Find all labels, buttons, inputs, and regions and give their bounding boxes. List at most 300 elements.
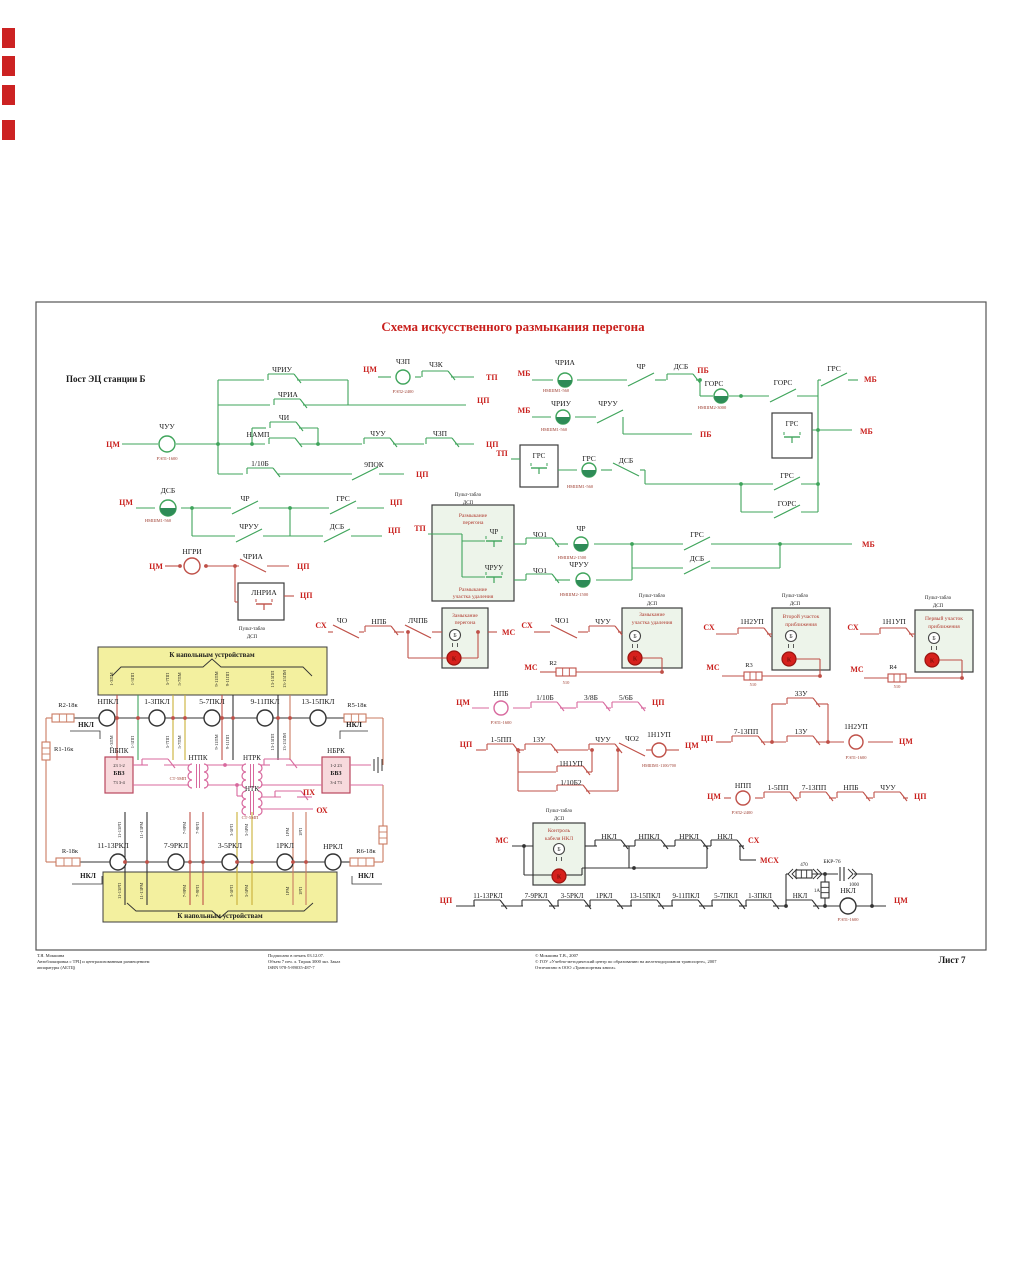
panel-box (2, 120, 15, 140)
schematic-label: 11-13РМ (139, 882, 144, 900)
schematic-label: 1-3ПМ (109, 735, 114, 749)
transformer-winding (204, 764, 208, 788)
schematic-label: 470 (800, 863, 808, 868)
junction (739, 482, 743, 486)
schematic-label: ЦМ (363, 365, 377, 374)
contact (333, 625, 359, 638)
schematic-label: 3-4 73 (330, 780, 342, 785)
schematic-label: ЦМ (685, 741, 699, 750)
junction (826, 740, 830, 744)
junction (784, 904, 788, 908)
schematic-label: СХ (521, 621, 533, 630)
schematic-label: ЧР (240, 494, 250, 503)
schematic-label: 1/10Б (251, 459, 269, 468)
schematic-label: ГРС (582, 454, 596, 463)
resistor (796, 870, 812, 878)
schematic-label: 13-15ПП (270, 670, 275, 688)
schematic-label: R2 (549, 660, 557, 667)
transformer-winding (188, 764, 192, 788)
schematic-label: НКЛ (346, 721, 362, 729)
schematic-label: ГРС (827, 364, 841, 373)
junction (870, 904, 874, 908)
contact (552, 538, 559, 547)
contact (821, 373, 847, 386)
schematic-label: 3/8Б (584, 693, 598, 702)
schematic-label: ГОРС (777, 499, 797, 508)
schematic-label: Т.Я. Мокшина (37, 953, 65, 958)
schematic-label: МБ (517, 406, 531, 415)
schematic-label: МС (524, 663, 538, 672)
schematic-label: ЦП (300, 591, 313, 600)
relay-coil (99, 710, 115, 726)
schematic-label: НМШМ1-560 (542, 388, 570, 393)
schematic-label: НБРК (327, 747, 345, 755)
schematic-label: ЧО2 (624, 734, 640, 743)
indicator-letter: К (556, 874, 562, 881)
schematic-label: ДСП (246, 635, 258, 640)
contact (906, 628, 913, 637)
schematic-label: НГРИ (182, 547, 202, 556)
contact (812, 900, 819, 909)
schematic-label: ЦП (652, 698, 665, 707)
schematic-label: НМШМ1-560 (566, 484, 594, 489)
schematic-label: НТК (245, 785, 259, 793)
schematic-label: 9ПОК (364, 460, 384, 469)
schematic-label: НПБ (843, 783, 859, 792)
schematic-label: НРКЛ (323, 842, 343, 851)
junction (739, 394, 743, 398)
junction (235, 783, 239, 787)
indicator-letter: Б (557, 847, 561, 854)
junction (476, 630, 480, 634)
schematic-label: 73 3-4 (113, 780, 125, 785)
schematic-label: РЭЛ1-1600 (837, 917, 859, 922)
contact (900, 792, 907, 801)
schematic-label: 5-7ПКЛ (199, 697, 225, 706)
contact (300, 399, 307, 408)
schematic-label: ЦМ (894, 896, 908, 905)
schematic-label: Схема искусственного размыкания перегона (381, 319, 645, 334)
schematic-label: ЦП (914, 792, 927, 801)
schematic-label: НМШМ1-560 (144, 518, 172, 523)
schematic-label: R1-16к (54, 746, 74, 753)
schematic-label: 11-13РП (117, 882, 122, 900)
contact (758, 736, 765, 745)
schematic-label: Пульт-табло (781, 594, 809, 599)
schematic-label: R5-18к (347, 702, 367, 709)
schematic-label: МБ (517, 369, 531, 378)
resistor (42, 742, 50, 760)
schematic-label: аппаратуры (АБТЦ) (37, 965, 76, 970)
schematic-label: 5/6Б (619, 693, 633, 702)
schematic-label: МБ (862, 540, 875, 549)
schematic-label: 13-15ПКЛ (629, 892, 661, 900)
schematic-label: Пульт-табло (545, 809, 573, 814)
schematic-label: РЭЛ2-2400 (731, 810, 753, 815)
contact (296, 422, 303, 431)
relay-coil-half (556, 417, 570, 424)
junction (698, 378, 702, 382)
schematic-label: перегона (462, 520, 484, 526)
junction (818, 674, 822, 678)
schematic-label: Второй участок (782, 614, 820, 620)
junction (816, 482, 820, 486)
indicator-letter: К (929, 658, 935, 665)
schematic-label: 3-5РМ (244, 884, 249, 898)
schematic-label: МС (850, 665, 864, 674)
panel-box (2, 28, 15, 48)
contact (273, 468, 280, 477)
schematic-label: 510 (749, 682, 757, 687)
schematic-label: ЦМ (119, 498, 133, 507)
junction (183, 716, 187, 720)
schematic-label: ДСБ (689, 554, 705, 563)
schematic-label: НМШМ2-3000 (697, 405, 727, 410)
contact (657, 900, 664, 909)
junction (231, 716, 235, 720)
relay-coil (149, 710, 165, 726)
schematic-label: ЧЗП (432, 429, 448, 438)
schematic-label: НАМП (246, 430, 270, 439)
schematic-label: К напольным устройствам (169, 651, 255, 659)
junction (201, 860, 205, 864)
junction (220, 716, 224, 720)
schematic-label: 1РП (298, 827, 303, 837)
junction (216, 442, 220, 446)
schematic-label: 5-7ПКЛ (714, 892, 738, 900)
transformer-winding (242, 791, 246, 815)
contact (548, 900, 555, 909)
contact (557, 702, 564, 711)
schematic-label: ГРС (690, 530, 704, 539)
schematic-label: ЧО1 (554, 616, 570, 625)
junction (233, 564, 237, 568)
schematic-label: 9-11ПМ (214, 734, 219, 750)
resistor (52, 714, 74, 722)
schematic-label: ЧРУУ (598, 399, 618, 408)
junction (816, 428, 820, 432)
contact (390, 438, 397, 447)
contact (826, 792, 833, 801)
schematic-label: ЧР (489, 528, 499, 536)
schematic-label: ТП (496, 449, 508, 458)
schematic-label: ЧРИУ (272, 365, 292, 374)
schematic-label: 1РКЛ (275, 841, 295, 850)
schematic-label: ДСП (932, 604, 944, 609)
contact (290, 759, 297, 768)
schematic-label: РЭЛ1-1600 (490, 720, 512, 725)
indicator-letter: Б (633, 634, 637, 641)
schematic-label: БВЗ (330, 771, 342, 777)
schematic-label: Объем 7 печ. л. Тираж 3000 экз. Заказ (268, 959, 341, 964)
junction (590, 748, 594, 752)
schematic-label: 7-9РП (195, 822, 200, 834)
schematic-label: 11-13РМ (139, 821, 144, 839)
relay-coil (736, 791, 750, 805)
schematic-label: 1РМ (285, 886, 290, 896)
schematic-label: 9-11ПКЛ (672, 892, 700, 900)
schematic-label: НКЛ (80, 872, 96, 880)
schematic-label: ЦП (477, 396, 490, 405)
schematic-label: 1Н2УП (844, 722, 868, 731)
schematic-label: ЧРИА (278, 390, 298, 399)
junction (660, 670, 664, 674)
contact (551, 625, 577, 638)
indicator-letter: Б (453, 633, 457, 640)
indicator-letter: К (786, 657, 792, 664)
contact (603, 702, 610, 711)
schematic-label: Первый участок (925, 616, 963, 622)
contact (552, 574, 559, 583)
schematic-label: перегона (454, 620, 476, 626)
relay-coil (204, 710, 220, 726)
schematic-label: 1Н2УП (740, 617, 764, 626)
schematic-label: ДСБ (329, 522, 345, 531)
contact (863, 792, 870, 801)
schematic-label: ISBN 978-5-89035-487-7 (268, 965, 315, 970)
junction (204, 564, 208, 568)
schematic-label: МС (706, 663, 720, 672)
schematic-label: приближения (785, 622, 817, 628)
schematic-label: 1-5ПП (490, 735, 512, 744)
schematic-label: 9-11ПМ (214, 671, 219, 687)
schematic-label: 5-7ПП (165, 735, 170, 749)
schematic-label: 23 1-2 (113, 763, 125, 768)
junction (136, 716, 140, 720)
schematic-label: РЭЛ1-1600 (156, 456, 178, 461)
schematic-label: участка удаления (631, 620, 673, 626)
junction (171, 716, 175, 720)
schematic-label: ЦМ (149, 562, 163, 571)
schematic-label: ДСБ (618, 456, 634, 465)
schematic-label: Отпечатано в ООО «Транспортная книга» (535, 965, 616, 970)
schematic-label: 1-3ПКЛ (144, 697, 170, 706)
schematic-label: ДСБ (160, 486, 176, 495)
contact (500, 900, 507, 909)
schematic-label: НМШМ2-1500 (557, 555, 587, 560)
schematic-label: Пульт-табло (238, 627, 266, 632)
resistor (744, 672, 762, 680)
mark (70, 731, 100, 739)
indicator-letter: К (632, 656, 638, 663)
schematic-label: ЦП (439, 896, 453, 905)
contact (616, 900, 623, 909)
junction (288, 716, 292, 720)
schematic-label: ЦП (390, 498, 403, 507)
schematic-label: 1Н1УП (559, 759, 583, 768)
schematic-label: 1РП (298, 886, 303, 896)
schematic-label: 7-9РП (195, 885, 200, 897)
junction (823, 872, 827, 876)
junction (778, 542, 782, 546)
schematic-label: ЦП (388, 526, 401, 535)
relay-coil-half (558, 380, 572, 387)
schematic-label: К напольным устройствам (177, 912, 263, 920)
contact (701, 840, 708, 849)
schematic-label: ЧУУ (595, 735, 611, 744)
schematic-label: НКЛ (78, 721, 94, 729)
contact (168, 759, 175, 768)
schematic-label: ДСП (462, 501, 474, 506)
schematic-label: СТ-5МП (169, 776, 187, 781)
schematic-label: © ГОУ «Учебно-методический центр по образованию на железнодорожном транспорте», 2007 (535, 959, 717, 964)
schematic-label: 1РКЛ (595, 892, 613, 900)
schematic-label: ЦП (416, 470, 429, 479)
relay-coil-half (714, 396, 728, 403)
contact (790, 792, 797, 801)
schematic-label: 1-3ПКЛ (748, 892, 772, 900)
schematic-label: НПКЛ (97, 697, 119, 706)
relay-coil-half (582, 470, 596, 477)
schematic-label: Размыкание (458, 513, 488, 519)
schematic-label: 7-13ПП (801, 783, 827, 792)
junction (288, 506, 292, 510)
schematic-label: Размыкание (458, 587, 488, 593)
contact (738, 900, 745, 909)
schematic-label: НРКЛ (679, 832, 699, 841)
schematic-label: РЭЛ1-1600 (845, 755, 867, 760)
schematic-label: 3-5РКЛ (560, 892, 584, 900)
junction (316, 442, 320, 446)
junction (616, 748, 620, 752)
schematic-label: ЦМ (899, 737, 913, 746)
schematic-label: 5-7ПМ (177, 735, 182, 749)
schematic-label: ТП (414, 524, 426, 533)
schematic-label: ГРС (785, 420, 799, 428)
schematic-label: ЧРУУ (484, 564, 504, 572)
schematic-label: НМШМ2-1500 (559, 592, 589, 597)
junction (522, 844, 526, 848)
contact (448, 371, 455, 380)
schematic-label: ПХ (303, 788, 315, 797)
schematic-label: ТП (486, 373, 498, 382)
schematic-label: Подписано в печать 03.12.07. (268, 953, 325, 958)
schematic-label: НКЛ (601, 832, 617, 841)
schematic-label: НКЛ (840, 886, 856, 895)
schematic-label: ЧРИА (243, 552, 263, 561)
schematic-label: 1-3ПП (130, 735, 135, 749)
indicator-letter: К (451, 656, 457, 663)
junction (291, 860, 295, 864)
relay-coil (310, 710, 326, 726)
schematic-label: © Мокшина Т.В., 2007 (535, 953, 579, 958)
junction (145, 860, 149, 864)
relay-coil (652, 743, 666, 757)
schematic-label: НТПК (188, 754, 208, 762)
junction (632, 866, 636, 870)
schematic-label: Автоблокировка с ТРЦ и централизованным размещением (37, 959, 150, 964)
schematic-label: 9-11ПП (225, 671, 230, 687)
indicator-letter: Б (932, 636, 936, 643)
schematic-label: 510 (893, 684, 901, 689)
relay-coil (257, 710, 273, 726)
contact (597, 410, 623, 423)
schematic-label: 1/10Б2 (560, 778, 582, 787)
schematic-label: 1Н1УП (882, 617, 906, 626)
schematic-label: ЛНРИА (251, 588, 277, 597)
schematic-label: МС (502, 628, 516, 637)
schematic-label: Пульт-табло (454, 493, 482, 498)
relay-coil-half (574, 544, 588, 551)
schematic-label: ЦП (700, 734, 714, 743)
junction (190, 506, 194, 510)
schematic-label: МСХ (760, 856, 779, 865)
schematic-label: 13-15ПМ (282, 670, 287, 688)
schematic-label: ЦМ (456, 698, 470, 707)
schematic-label: R4 (889, 664, 897, 671)
relay-coil (159, 436, 175, 452)
schematic-label: 3-5РМ (244, 823, 249, 837)
relay-coil (849, 735, 863, 749)
schematic-label: ЧИ (278, 413, 290, 422)
schematic-label: ЦМ (707, 792, 721, 801)
schematic-label: ЧО1 (532, 566, 548, 575)
resistor (556, 668, 576, 676)
schematic-label: СХ (703, 623, 715, 632)
schematic-label: НКЛ (792, 892, 808, 900)
schematic-label: 1000 (849, 883, 859, 888)
schematic-label: 9-11ПП (225, 734, 230, 750)
mark (340, 731, 368, 739)
contact (628, 373, 654, 386)
schematic-label: Контроль (547, 828, 571, 834)
relay-coil (277, 854, 293, 870)
relay-coil (396, 370, 410, 384)
schematic-label: 11-13РП (117, 821, 122, 839)
schematic-label: ЧРИУ (551, 399, 571, 408)
resistor (350, 858, 374, 866)
schematic-label: Лист 7 (938, 955, 966, 965)
contact (583, 766, 590, 775)
schematic-label: НБПК (109, 747, 129, 755)
schematic-label: ЧО1 (532, 530, 548, 539)
schematic-label: Пульт-табло (638, 594, 666, 599)
schematic-label: ГРС (780, 471, 794, 480)
junction (823, 904, 827, 908)
schematic-label: ЛЧПБ (408, 616, 428, 625)
junction (276, 716, 280, 720)
schematic-label: ЧЗК (429, 360, 443, 369)
schematic-label: 9-11ПКЛ (250, 697, 280, 706)
contact (452, 438, 459, 447)
schematic-label: МБ (860, 427, 873, 436)
relay-coil (494, 701, 508, 715)
schematic-label: 5-7ПМ (177, 672, 182, 686)
schematic-label: ГРС (532, 452, 546, 460)
schematic-label: ЧУУ (595, 617, 611, 626)
schematic-label: Замыкание (452, 613, 478, 619)
junction (178, 564, 182, 568)
schematic-label: ПБ (697, 366, 709, 375)
schematic-label: НКЛ (717, 832, 733, 841)
junction (223, 763, 227, 767)
schematic-label: 1-3ПП (130, 672, 135, 686)
schematic-label: 11-13РКЛ (97, 841, 129, 850)
panel-box (2, 56, 15, 76)
junction (115, 716, 119, 720)
junction (630, 542, 634, 546)
junction (188, 860, 192, 864)
schematic-label: кабеля НКЛ (544, 836, 574, 842)
schematic-label: 7-9РКЛ (524, 892, 548, 900)
junction (123, 860, 127, 864)
schematic-label: НКЛ (358, 872, 374, 880)
schematic-label: СХ (748, 836, 760, 845)
schematic-label: ДСП (553, 817, 565, 822)
junction (250, 860, 254, 864)
schematic-label: 3-5РП (229, 885, 234, 897)
schematic-label: ОХ (316, 806, 328, 815)
